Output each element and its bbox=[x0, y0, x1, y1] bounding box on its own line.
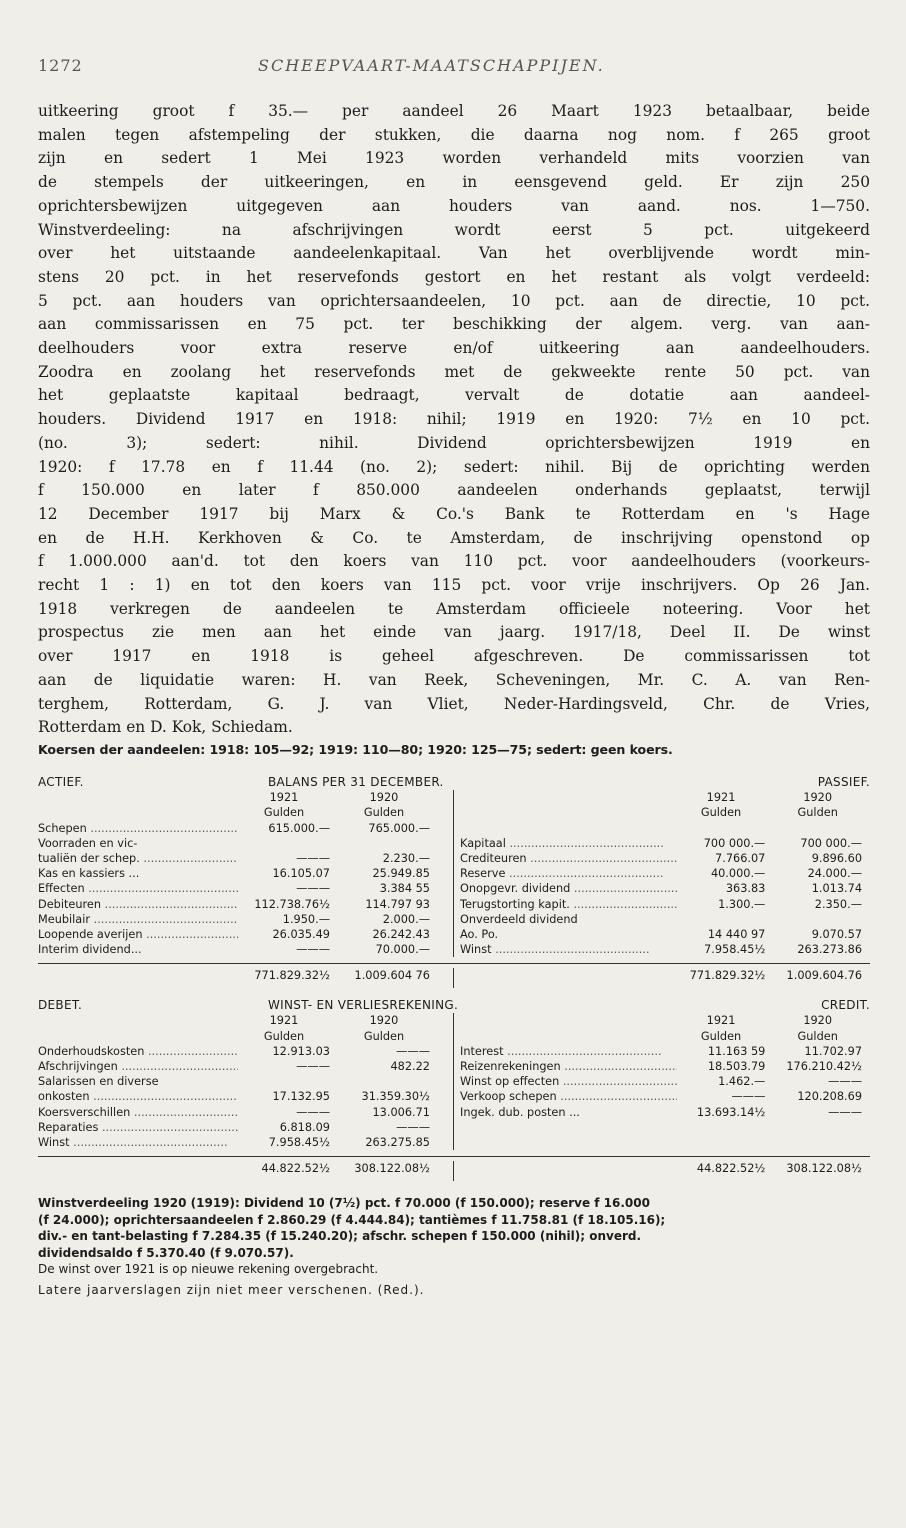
value-1921 bbox=[677, 1120, 774, 1135]
row-label: Koersverschillen ..... bbox=[38, 1105, 238, 1120]
row-label: Ingek. dub. posten ... bbox=[460, 1105, 580, 1119]
row-label: Debiteuren ..... bbox=[38, 897, 238, 912]
row-label: Winst ..... bbox=[454, 942, 677, 957]
right-title: CREDIT. bbox=[821, 998, 870, 1013]
totals-left bbox=[38, 1161, 454, 1181]
value-1921: 26.035.49 bbox=[272, 927, 330, 941]
value-1920 bbox=[338, 1074, 438, 1089]
value-1921: 40.000.— bbox=[710, 867, 766, 881]
header-left bbox=[38, 1029, 454, 1044]
left-cell bbox=[38, 1059, 454, 1074]
spacer bbox=[38, 1013, 238, 1028]
spacer bbox=[38, 1161, 238, 1181]
body-line: houders. Dividend 1917 en 1918: nihil; 1919 en 1920: 7½ en 10 pct. bbox=[38, 410, 870, 429]
table-titles bbox=[38, 775, 870, 790]
right-cell bbox=[454, 1044, 870, 1059]
totals-row bbox=[38, 1156, 870, 1181]
value-1921: 7.958.45½ bbox=[704, 943, 766, 957]
table-titles bbox=[38, 998, 870, 1013]
value-1920: ——— bbox=[828, 1075, 863, 1089]
row-label bbox=[454, 1135, 677, 1150]
col-header: Gulden bbox=[263, 1029, 305, 1043]
value-1921: 700 000.— bbox=[703, 836, 766, 850]
row-label: Schepen ..... bbox=[38, 821, 238, 836]
value-1920: 176.210.42½ bbox=[786, 1060, 863, 1074]
header-left bbox=[38, 790, 454, 805]
value-1921 bbox=[238, 1074, 338, 1089]
value-1921 bbox=[677, 821, 774, 836]
row-label: onkosten ..... bbox=[38, 1089, 238, 1104]
left-title: DEBET. bbox=[38, 998, 83, 1013]
body-line: prospectus zie men aan het einde van jaarg. 1917/18, Deel II. De winst bbox=[38, 623, 870, 642]
body-line: deelhouders voor extra reserve en/of uitkeering aan aandeelhouders. bbox=[38, 339, 870, 358]
col-header: Gulden bbox=[263, 806, 305, 820]
body-line: 1918 verkregen de aandeelen te Amsterdam officieele noteering. Voor het bbox=[38, 599, 870, 618]
total-1920: 1.009.604.76 bbox=[786, 969, 863, 983]
row-label: Onopgevr. dividend ..... bbox=[454, 881, 677, 896]
value-1920: 9.896.60 bbox=[811, 851, 863, 865]
body-line: Winstverdeeling: na afschrijvingen wordt eerst 5 pct. uitgekeerd bbox=[38, 220, 870, 239]
left-cell bbox=[38, 1135, 454, 1150]
spacer bbox=[38, 790, 238, 805]
row-label: tualiën der schep. ..... bbox=[38, 851, 238, 866]
body-line: f 150.000 en later f 850.000 aandeelen onderhands geplaatst, terwijl bbox=[38, 481, 870, 500]
row-label: Onverdeeld dividend bbox=[460, 912, 578, 926]
body-line: 1920: f 17.78 en f 11.44 (no. 2); sedert: nihil. Bij de oprichting werden bbox=[38, 457, 870, 476]
body-line: Rotterdam en D. Kok, Schiedam. bbox=[38, 718, 293, 737]
table-row bbox=[38, 851, 870, 866]
page bbox=[38, 52, 870, 1298]
total-1920: 1.009.604 76 bbox=[354, 969, 430, 983]
value-1920 bbox=[338, 836, 438, 851]
right-cell bbox=[454, 836, 870, 851]
right-cell bbox=[454, 942, 870, 957]
row-label: Ao. Po. bbox=[460, 927, 499, 941]
spacer bbox=[38, 968, 238, 988]
body-line: 5 pct. aan houders van oprichtersaandeelen, 10 pct. aan de directie, 10 pct. bbox=[38, 291, 870, 310]
left-cell bbox=[38, 881, 454, 896]
spacer bbox=[454, 968, 677, 988]
footer-notes bbox=[38, 1195, 870, 1298]
value-1921: 18.503.79 bbox=[707, 1060, 766, 1074]
row-label: Onderhoudskosten ..... bbox=[38, 1044, 238, 1059]
header-right bbox=[454, 805, 870, 820]
value-1921: 11.163 59 bbox=[707, 1044, 766, 1058]
right-cell bbox=[454, 1135, 870, 1150]
body-line: stens 20 pct. in het reservefonds gestort en het restant als volgt verdeeld: bbox=[38, 267, 870, 286]
value-1920: ——— bbox=[396, 1044, 430, 1058]
value-1920: 120.208.69 bbox=[797, 1090, 863, 1104]
row-label: Interim dividend... bbox=[38, 943, 142, 957]
value-1920: 9.070.57 bbox=[811, 927, 863, 941]
value-1921 bbox=[238, 836, 338, 851]
left-cell bbox=[38, 897, 454, 912]
value-1921: 363.83 bbox=[725, 882, 766, 896]
body-line: aan de liquidatie waren: H. van Reek, Scheveningen, Mr. C. A. van Ren- bbox=[38, 670, 870, 689]
body-line: Zoodra en zoolang het reservefonds met de gekweekte rente 50 pct. van bbox=[38, 362, 870, 381]
header-right bbox=[454, 790, 870, 805]
body-line: (no. 3); sedert: nihil. Dividend oprichtersbewijzen 1919 en bbox=[38, 433, 870, 452]
row-label: Kapitaal ..... bbox=[454, 836, 677, 851]
value-1920: ——— bbox=[828, 1105, 863, 1119]
body-line: aan commissarissen en 75 pct. ter beschikking der algem. verg. van aan- bbox=[38, 315, 870, 334]
value-1920: 263.275.85 bbox=[365, 1135, 430, 1149]
value-1920 bbox=[773, 821, 870, 836]
total-1920: 308.122.08½ bbox=[786, 1162, 863, 1176]
total-1921: 44.822.52½ bbox=[261, 1162, 330, 1176]
value-1921 bbox=[677, 912, 774, 927]
value-1920: ——— bbox=[396, 1120, 430, 1134]
profit-loss-account bbox=[38, 998, 870, 1181]
left-cell bbox=[38, 1074, 454, 1089]
table-row bbox=[38, 821, 870, 836]
table-row bbox=[38, 1105, 870, 1120]
body-line: uitkeering groot f 35.— per aandeel 26 Maart 1923 betaalbaar, beide bbox=[38, 102, 870, 120]
value-1921: 12.913.03 bbox=[272, 1044, 330, 1058]
footer-line: div.- en tant-belasting f 7.284.35 (f 15.240.20); afschr. schepen f 150.000 (nihil); onverd. bbox=[38, 1229, 642, 1244]
value-1921: 615.000.— bbox=[268, 821, 330, 835]
value-1921 bbox=[677, 1135, 774, 1150]
value-1921: ——— bbox=[296, 851, 330, 865]
left-cell bbox=[38, 1105, 454, 1120]
value-1920: 24.000.— bbox=[807, 867, 863, 881]
spacer bbox=[454, 1029, 677, 1044]
left-cell bbox=[38, 1089, 454, 1104]
value-1920 bbox=[773, 1120, 870, 1135]
right-title: PASSIEF. bbox=[817, 774, 870, 789]
spacer bbox=[454, 1013, 677, 1028]
row-label: Verkoop schepen ..... bbox=[454, 1089, 677, 1104]
table-row bbox=[38, 1135, 870, 1150]
left-cell bbox=[38, 1044, 454, 1059]
row-label: Meubilair ..... bbox=[38, 912, 238, 927]
spacer bbox=[454, 790, 677, 805]
header-right bbox=[454, 1013, 870, 1028]
value-1920: 700 000.— bbox=[800, 836, 863, 850]
row-label bbox=[454, 821, 677, 836]
value-1920: 31.359.30½ bbox=[361, 1090, 430, 1104]
table-row bbox=[38, 927, 870, 942]
footer-line: De winst over 1921 is op nieuwe rekening overgebracht. bbox=[38, 1262, 379, 1277]
value-1921: ——— bbox=[296, 1105, 330, 1119]
col-header: 1921 bbox=[269, 1014, 299, 1028]
header-right bbox=[454, 1029, 870, 1044]
body-line: over 1917 en 1918 is geheel afgeschreven. De commissarissen tot bbox=[38, 647, 870, 666]
left-cell bbox=[38, 866, 454, 881]
totals-right bbox=[454, 968, 870, 988]
totals-row bbox=[38, 963, 870, 988]
left-title: ACTIEF. bbox=[38, 774, 84, 789]
total-1921: 771.829.32½ bbox=[254, 969, 330, 983]
right-cell bbox=[454, 1059, 870, 1074]
row-label: Winst op effecten ..... bbox=[454, 1074, 677, 1089]
footer-line: (f 24.000); oprichtersaandeelen f 2.860.29 (f 4.444.84); tantièmes f 11.758.81 (f 18.105.16); bbox=[38, 1212, 666, 1227]
body-line: terghem, Rotterdam, G. J. van Vliet, Neder-Hardingsveld, Chr. de Vries, bbox=[38, 694, 870, 713]
value-1921: 7.958.45½ bbox=[268, 1135, 330, 1149]
value-1921: 7.766.07 bbox=[715, 851, 766, 865]
body-line: de stempels der uitkeeringen, en in eensgevend geld. Er zijn 250 bbox=[38, 173, 870, 192]
left-cell bbox=[38, 912, 454, 927]
table-row bbox=[38, 912, 870, 927]
row-label: Voorraden en vic- bbox=[38, 836, 138, 850]
value-1920 bbox=[773, 1135, 870, 1150]
value-1921: 6.818.09 bbox=[279, 1120, 330, 1134]
spacer bbox=[454, 805, 677, 820]
value-1920: 263.273.86 bbox=[797, 943, 863, 957]
body-line: zijn en sedert 1 Mei 1923 worden verhandeld mits voorzien van bbox=[38, 149, 870, 168]
total-1920: 308.122.08½ bbox=[354, 1162, 430, 1176]
left-cell bbox=[38, 927, 454, 942]
value-1921: 16.105.07 bbox=[272, 867, 330, 881]
header-row bbox=[38, 805, 870, 820]
right-cell bbox=[454, 851, 870, 866]
value-1920: 114.797 93 bbox=[365, 897, 430, 911]
totals-right bbox=[454, 1161, 870, 1181]
table-row bbox=[38, 866, 870, 881]
value-1920: 2.000.— bbox=[382, 912, 430, 926]
value-1921: ——— bbox=[731, 1090, 766, 1104]
footer-line: Winstverdeeling 1920 (1919): Dividend 10 (7½) pct. f 70.000 (f 150.000); reserve f 16.000 bbox=[38, 1196, 650, 1211]
right-cell bbox=[454, 821, 870, 836]
spacer bbox=[454, 1161, 677, 1181]
value-1920: 13.006.71 bbox=[372, 1105, 430, 1119]
col-header: 1921 bbox=[269, 791, 299, 805]
left-cell bbox=[38, 1120, 454, 1135]
value-1920: 482.22 bbox=[390, 1060, 430, 1074]
value-1920: 1.013.74 bbox=[811, 882, 863, 896]
body-line: f 1.000.000 aan'd. tot den koers van 110 pct. voor aandeelhouders (voorkeurs- bbox=[38, 552, 870, 571]
body-line: het geplaatste kapitaal bedraagt, vervalt de dotatie aan aandeel- bbox=[38, 386, 870, 405]
table-row bbox=[38, 897, 870, 912]
table-row bbox=[38, 1059, 870, 1074]
value-1921: 1.462.— bbox=[718, 1075, 766, 1089]
value-1920: 11.702.97 bbox=[804, 1044, 863, 1058]
left-cell bbox=[38, 851, 454, 866]
value-1921: ——— bbox=[296, 943, 330, 957]
right-cell bbox=[454, 897, 870, 912]
col-header: 1920 bbox=[369, 791, 399, 805]
row-label: Reserve ..... bbox=[454, 866, 677, 881]
row-label: Reizenrekeningen ..... bbox=[454, 1059, 677, 1074]
col-header: Gulden bbox=[797, 1029, 838, 1043]
header-left bbox=[38, 1013, 454, 1028]
value-1920: 765.000.— bbox=[368, 821, 430, 835]
total-1921: 771.829.32½ bbox=[689, 969, 766, 983]
value-1920: 3.384 55 bbox=[379, 882, 430, 896]
spacer bbox=[38, 805, 238, 820]
col-header: 1920 bbox=[369, 1014, 399, 1028]
col-header: Gulden bbox=[700, 1029, 742, 1043]
table-row bbox=[38, 836, 870, 851]
body-line: en de H.H. Kerkhoven & Co. te Amsterdam, de inschrijving openstond op bbox=[38, 528, 870, 547]
value-1921: 112.738.76½ bbox=[254, 897, 330, 911]
right-cell bbox=[454, 881, 870, 896]
row-label: Loopende averijen ..... bbox=[38, 927, 238, 942]
col-header: 1920 bbox=[803, 1014, 833, 1028]
row-label: Interest ..... bbox=[454, 1044, 677, 1059]
row-label: Salarissen en diverse bbox=[38, 1075, 159, 1089]
value-1920: 25.949.85 bbox=[372, 867, 430, 881]
right-cell bbox=[454, 1074, 870, 1089]
table-row bbox=[38, 1074, 870, 1089]
center-title: BALANS PER 31 DECEMBER. bbox=[268, 774, 444, 789]
row-label: Crediteuren ..... bbox=[454, 851, 677, 866]
body-line: over het uitstaande aandeelenkapitaal. Van het overblijvende wordt min- bbox=[38, 244, 870, 263]
running-title: SCHEEPVAART-MAATSCHAPPIJEN. bbox=[258, 55, 605, 75]
row-label: Afschrijvingen ..... bbox=[38, 1059, 238, 1074]
value-1920: 2.230.— bbox=[382, 851, 430, 865]
header-row bbox=[38, 790, 870, 805]
header-left bbox=[38, 805, 454, 820]
row-label: Winst ..... bbox=[38, 1135, 238, 1150]
spacer bbox=[38, 1029, 238, 1044]
page-header bbox=[38, 52, 870, 78]
table-row bbox=[38, 1120, 870, 1135]
total-1921: 44.822.52½ bbox=[696, 1162, 766, 1176]
table-row bbox=[38, 1044, 870, 1059]
row-label: Kas en kassiers ... bbox=[38, 867, 140, 881]
row-label: Terugstorting kapit. ..... bbox=[454, 897, 677, 912]
body-text bbox=[38, 100, 870, 740]
col-header: 1920 bbox=[803, 791, 833, 805]
value-1921: 17.132.95 bbox=[272, 1090, 330, 1104]
table-row bbox=[38, 1089, 870, 1104]
value-1921: 1.300.— bbox=[718, 897, 766, 911]
row-label: Effecten ..... bbox=[38, 881, 238, 896]
col-header: 1921 bbox=[706, 1014, 736, 1028]
balance-sheet bbox=[38, 775, 870, 988]
col-header: Gulden bbox=[700, 806, 742, 820]
value-1920: 2.350.— bbox=[814, 897, 863, 911]
left-cell bbox=[38, 836, 454, 851]
footer-line: Latere jaarverslagen zijn niet meer verschenen. (Red.). bbox=[38, 1282, 425, 1297]
row-label bbox=[454, 1120, 677, 1135]
center-title: WINST- EN VERLIESREKENING. bbox=[268, 998, 459, 1013]
value-1921: ——— bbox=[296, 1060, 330, 1074]
left-cell bbox=[38, 821, 454, 836]
right-cell bbox=[454, 1089, 870, 1104]
koersen-line: Koersen der aandeelen: 1918: 105—92; 1919: 110—80; 1920: 125—75; sedert: geen koers. bbox=[38, 741, 673, 757]
value-1921: 14 440 97 bbox=[707, 927, 766, 941]
row-label: Reparaties ..... bbox=[38, 1120, 238, 1135]
col-header: Gulden bbox=[363, 806, 405, 820]
right-cell bbox=[454, 866, 870, 881]
value-1921: 1.950.— bbox=[282, 912, 330, 926]
value-1920: 70.000.— bbox=[375, 943, 430, 957]
value-1921: ——— bbox=[296, 882, 330, 896]
table-row bbox=[38, 942, 870, 957]
col-header: Gulden bbox=[363, 1029, 405, 1043]
right-cell bbox=[454, 1120, 870, 1135]
body-line: oprichtersbewijzen uitgegeven aan houders van aand. nos. 1—750. bbox=[38, 196, 870, 215]
table-row bbox=[38, 881, 870, 896]
footer-line: dividendsaldo f 5.370.40 (f 9.070.57). bbox=[38, 1245, 294, 1260]
value-1920: 26.242.43 bbox=[372, 927, 430, 941]
right-cell bbox=[454, 912, 870, 927]
totals-left bbox=[38, 968, 454, 988]
col-header: 1921 bbox=[706, 791, 736, 805]
body-line: recht 1 : 1) en tot den koers van 115 pct. voor vrije inschrijvers. Op 26 Jan. bbox=[38, 576, 870, 595]
value-1921: 13.693.14½ bbox=[696, 1105, 766, 1119]
body-line: malen tegen afstempeling der stukken, die daarna nog nom. f 265 groot bbox=[38, 125, 870, 144]
col-header: Gulden bbox=[797, 806, 838, 820]
right-cell bbox=[454, 927, 870, 942]
header-row bbox=[38, 1013, 870, 1028]
right-cell bbox=[454, 1105, 870, 1120]
header-row bbox=[38, 1029, 870, 1044]
body-line: 12 December 1917 bij Marx & Co.'s Bank te Rotterdam en 's Hage bbox=[38, 504, 870, 523]
left-cell bbox=[38, 942, 454, 957]
page-number: 1272 bbox=[38, 55, 83, 75]
value-1920 bbox=[773, 912, 870, 927]
